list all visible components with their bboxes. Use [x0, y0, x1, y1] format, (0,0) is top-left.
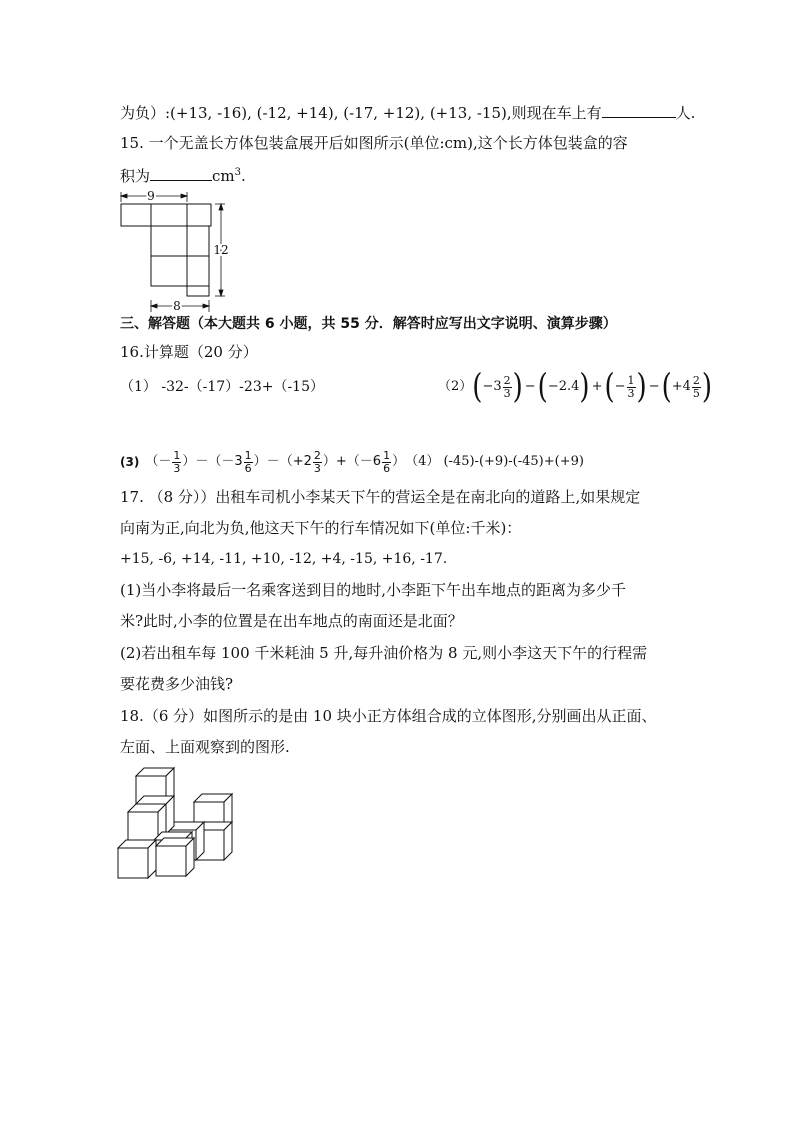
fraction: $\frac{1}{6}$: [383, 448, 391, 475]
answer-blank[interactable]: [150, 166, 212, 181]
dim-label-bottom: 8: [173, 299, 181, 313]
q18-line1: 18.（6 分）如图所示的是由 10 块小正方体组合成的立体图形,分别画出从正面、: [120, 707, 657, 725]
q16-part2: （2） ( −3 $\frac{2}{3}$ ) − ( −2.4 ) + ( − $\frac{1}{3}$ ) − ( +4 $\frac{2}{5}$ ): [438, 367, 713, 407]
q14-text: 为负）:(+13, -16), (-12, +14), (-17, +12), (+13, -15),则现在车上有: [120, 104, 602, 122]
net-face: [151, 226, 187, 256]
net-face: [187, 256, 209, 286]
q16-part1: （1） -32-（-17）-23+（-15）: [120, 379, 324, 395]
fraction: $\frac{2}{3}$: [313, 448, 321, 475]
q16-part3: [120, 446, 584, 478]
net-face: [151, 204, 187, 226]
answer-blank[interactable]: [602, 103, 676, 118]
term-close: ）: [182, 454, 196, 469]
term-close: ）: [322, 454, 336, 469]
q17-data: +15, -6, +14, -11, +10, -12, +4, -15, +16, -17.: [120, 551, 448, 567]
net-face: [187, 286, 209, 296]
q17-line4: (1)当小李将最后一名乘客送到目的地时,小李距下午出车地点的距离为多少千: [120, 581, 627, 599]
q17-line6: (2)若出租车每 100 千米耗油 5 升,每升油价格为 8 元,则小李这天下午的行程需: [120, 644, 648, 662]
fraction: $\frac{1}{3}$: [627, 373, 635, 400]
q17-line1: 17. （8 分））出租车司机小李某天下午的营运全是在南北向的道路上,如果规定: [120, 488, 641, 506]
term: −3: [482, 379, 502, 394]
net-face: [187, 226, 209, 256]
q17-line5: 米?此时,小李的位置是在出车地点的南面还是北面？: [120, 612, 463, 630]
fraction: $\frac{1}{3}$: [173, 448, 181, 475]
q15-line2: [120, 163, 246, 186]
net-face: [151, 256, 187, 286]
q17-line2: 向南为正,向北为负,他这天下午的行车情况如下(单位:千米)：: [120, 519, 522, 537]
q15-line1: 15. 一个无盖长方体包装盒展开后如图所示(单位:cm),这个长方体包装盒的容: [120, 134, 628, 152]
q15-end: .: [241, 167, 246, 185]
q16-part2-label: （2）: [438, 379, 473, 394]
term: −: [614, 379, 626, 394]
q16-part4: （4） (-45)-(+9)-(-45)+(+9): [405, 454, 584, 469]
q15-unit-exponent: 3: [234, 167, 242, 178]
cubes-figure: [116, 766, 240, 882]
unfolded-box-figure: [115, 188, 235, 316]
term: （－6: [346, 454, 382, 469]
term-close: ）: [392, 454, 406, 469]
q15-unit: cm: [212, 167, 235, 185]
q16-title: 16.计算题（20 分）: [120, 343, 258, 361]
q16-part3-label: (3): [120, 455, 140, 469]
term: （+2: [279, 454, 312, 469]
section-heading: 三、解答题（本大题共 6 小题，共 55 分．解答时应写出文字说明、演算步骤）: [120, 316, 617, 332]
operator: +: [591, 379, 603, 394]
cube: [118, 840, 156, 878]
term-close: ）: [253, 454, 267, 469]
net-face: [187, 204, 211, 226]
fraction: $\frac{2}{5}$: [692, 373, 700, 400]
fraction: $\frac{1}{6}$: [244, 448, 252, 475]
q14-end: 人.: [675, 104, 696, 122]
q17-line7: 要花费多少油钱?: [120, 675, 234, 693]
operator: －: [195, 454, 209, 469]
operator: +: [335, 454, 347, 469]
operator: −: [648, 379, 660, 394]
cube: [156, 838, 194, 876]
operator: −: [524, 379, 536, 394]
term: −2.4: [547, 379, 580, 394]
term: （－: [145, 454, 172, 469]
q15-text: 积为: [120, 167, 151, 185]
term: （－3: [208, 454, 243, 469]
operator: －: [266, 454, 280, 469]
q18-line2: 左面、上面观察到的图形.: [120, 738, 290, 756]
dim-label-top: 9: [147, 189, 155, 203]
dim-label-right: 12: [213, 243, 229, 257]
q14-continuation: [120, 103, 695, 123]
net-face: [121, 204, 151, 226]
fraction: $\frac{2}{3}$: [503, 373, 511, 400]
term: +4: [671, 379, 691, 394]
